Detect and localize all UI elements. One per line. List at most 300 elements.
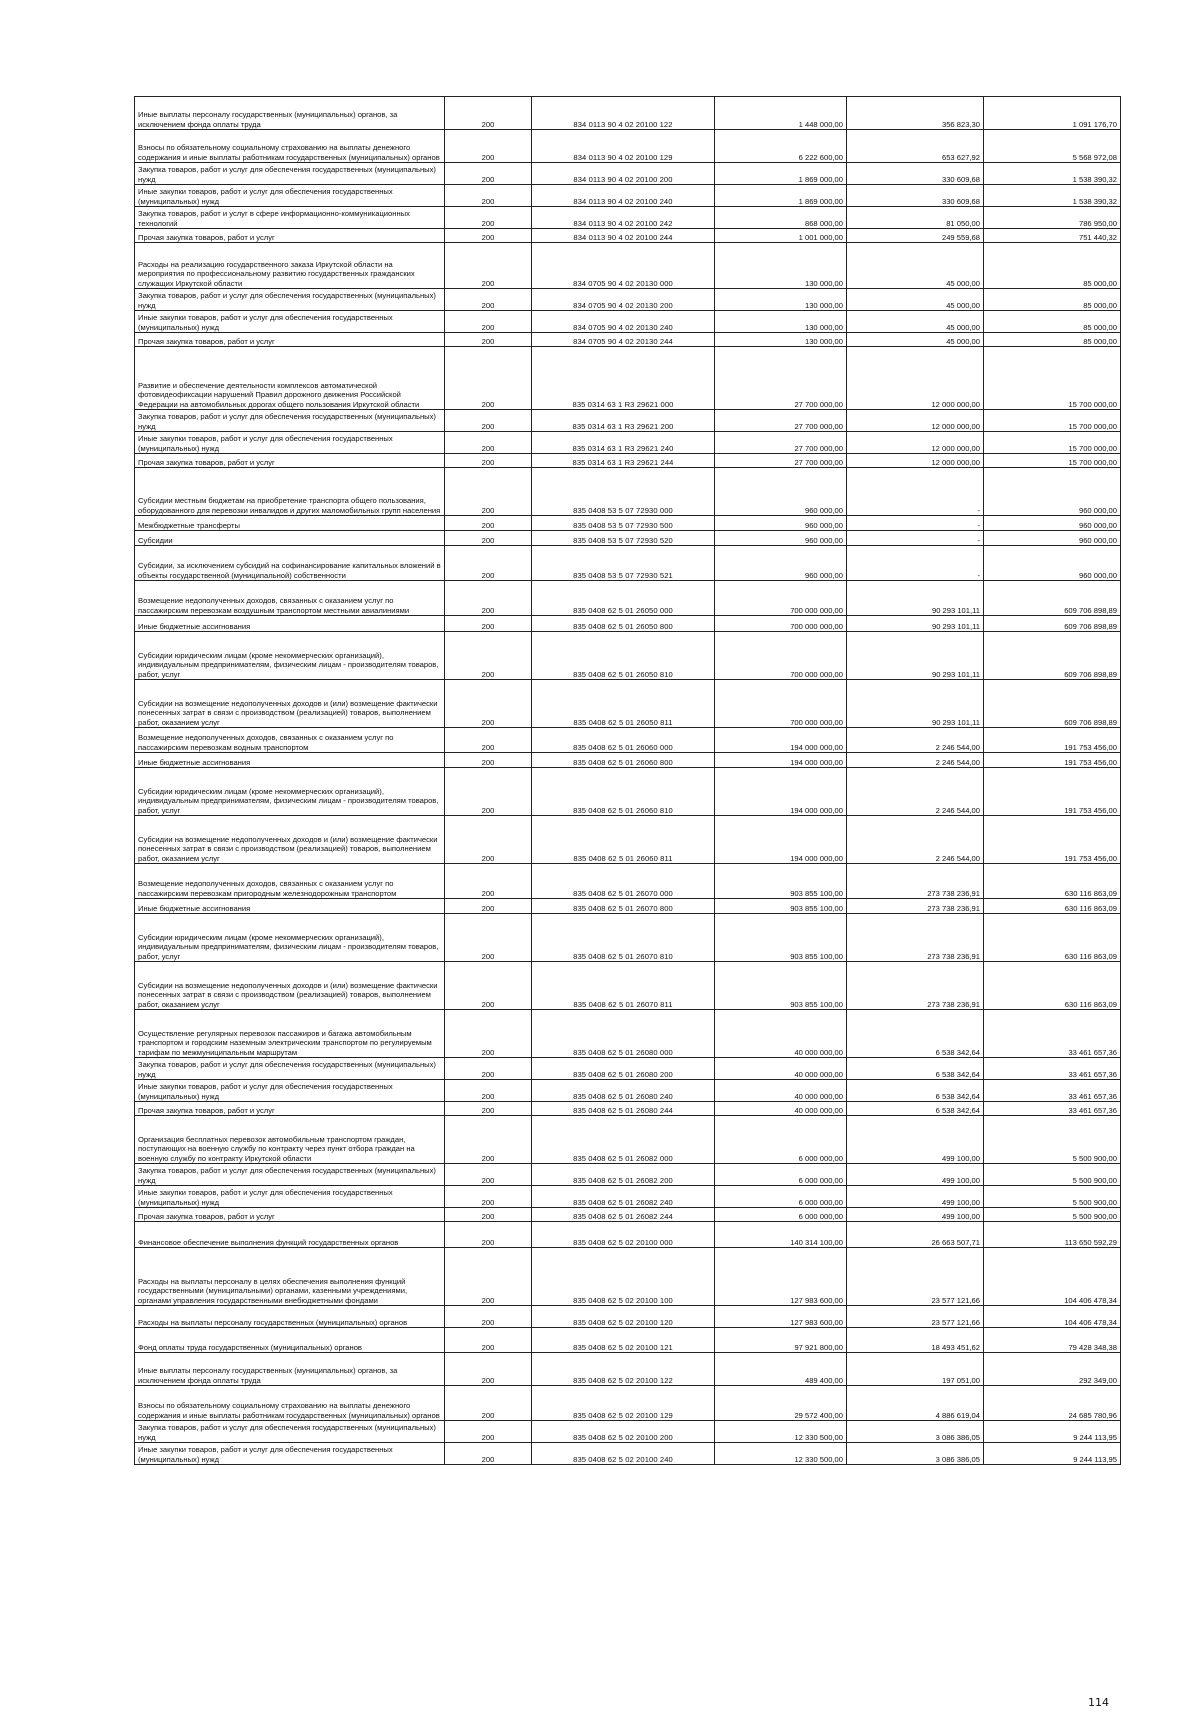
row-unexecuted: 5 500 900,00 (984, 1164, 1121, 1186)
row-line-code: 200 (445, 753, 532, 768)
row-unexecuted: 1 538 390,32 (984, 185, 1121, 207)
row-executed: 3 086 386,05 (847, 1421, 984, 1443)
row-unexecuted: 630 116 863,09 (984, 864, 1121, 899)
table-row (135, 1248, 1121, 1306)
row-executed: 197 051,00 (847, 1353, 984, 1386)
row-name: Финансовое обеспечение выполнения функций государственных органов (135, 1222, 445, 1248)
row-line-code: 200 (445, 185, 532, 207)
row-line-code: 200 (445, 962, 532, 1010)
row-unexecuted: 1 538 390,32 (984, 163, 1121, 185)
row-unexecuted: 15 700 000,00 (984, 347, 1121, 410)
row-budget-code: 835 0408 62 5 02 20100 240 (532, 1443, 715, 1465)
row-line-code: 200 (445, 207, 532, 229)
row-executed: 273 738 236,91 (847, 962, 984, 1010)
row-budget-code: 835 0408 62 5 01 26050 000 (532, 581, 715, 616)
row-name: Расходы на выплаты персоналу государственных (муниципальных) органов (135, 1306, 445, 1328)
row-approved: 40 000 000,00 (715, 1058, 847, 1080)
table-row (135, 1353, 1121, 1386)
budget-sheet (134, 96, 1121, 1465)
row-unexecuted: 85 000,00 (984, 333, 1121, 347)
table-row (135, 616, 1121, 632)
row-budget-code: 835 0408 62 5 01 26060 810 (532, 768, 715, 816)
row-line-code: 200 (445, 243, 532, 289)
row-name: Межбюджетные трансферты (135, 516, 445, 531)
row-unexecuted: 85 000,00 (984, 311, 1121, 333)
row-executed: 2 246 544,00 (847, 753, 984, 768)
row-approved: 1 448 000,00 (715, 97, 847, 130)
row-budget-code: 835 0408 62 5 01 26080 244 (532, 1102, 715, 1116)
table-row (135, 632, 1121, 680)
row-budget-code: 835 0408 62 5 01 26082 240 (532, 1186, 715, 1208)
row-line-code: 200 (445, 1421, 532, 1443)
table-row (135, 1164, 1121, 1186)
table-row (135, 1102, 1121, 1116)
row-unexecuted: 609 706 898,89 (984, 581, 1121, 616)
row-executed: 2 246 544,00 (847, 728, 984, 753)
row-budget-code: 835 0408 62 5 02 20100 120 (532, 1306, 715, 1328)
table-row (135, 1306, 1121, 1328)
row-executed: 90 293 101,11 (847, 581, 984, 616)
row-unexecuted: 191 753 456,00 (984, 768, 1121, 816)
row-executed: - (847, 531, 984, 546)
row-name: Расходы на реализацию государственного заказа Иркутской области на мероприятия по профессиональному развитию государственных гражданских служащих Иркутской области (135, 243, 445, 289)
row-executed: 23 577 121,66 (847, 1248, 984, 1306)
row-approved: 960 000,00 (715, 546, 847, 581)
row-unexecuted: 85 000,00 (984, 243, 1121, 289)
row-budget-code: 835 0408 62 5 01 26050 800 (532, 616, 715, 632)
row-approved: 700 000 000,00 (715, 581, 847, 616)
table-row (135, 97, 1121, 130)
row-approved: 1 001 000,00 (715, 229, 847, 243)
row-line-code: 200 (445, 1222, 532, 1248)
row-executed: 23 577 121,66 (847, 1306, 984, 1328)
row-name: Фонд оплаты труда государственных (муниципальных) органов (135, 1328, 445, 1353)
row-budget-code: 834 0113 90 4 02 20100 244 (532, 229, 715, 243)
row-approved: 194 000 000,00 (715, 728, 847, 753)
row-line-code: 200 (445, 454, 532, 468)
table-row (135, 289, 1121, 311)
row-executed: 45 000,00 (847, 289, 984, 311)
row-unexecuted: 5 568 972,08 (984, 130, 1121, 163)
table-row (135, 468, 1121, 516)
row-name: Прочая закупка товаров, работ и услуг (135, 1102, 445, 1116)
row-unexecuted: 609 706 898,89 (984, 632, 1121, 680)
table-row (135, 311, 1121, 333)
row-name: Субсидии на возмещение недополученных доходов и (или) возмещение фактически понесенных затрат в связи с производством (реализацией) товаров, выполнением работ, оказанием услуг (135, 962, 445, 1010)
row-unexecuted: 24 685 780,96 (984, 1386, 1121, 1421)
row-line-code: 200 (445, 410, 532, 432)
row-unexecuted: 960 000,00 (984, 546, 1121, 581)
row-name: Осуществление регулярных перевозок пассажиров и багажа автомобильным транспортом и городским наземным электрическим транспортом по регулируемым тарифам по межмуниципальным маршрутам (135, 1010, 445, 1058)
row-unexecuted: 33 461 657,36 (984, 1102, 1121, 1116)
row-line-code: 200 (445, 516, 532, 531)
row-executed: 12 000 000,00 (847, 432, 984, 454)
row-line-code: 200 (445, 1186, 532, 1208)
table-row (135, 1186, 1121, 1208)
row-budget-code: 835 0408 62 5 01 26070 800 (532, 899, 715, 914)
row-budget-code: 835 0408 62 5 01 26070 000 (532, 864, 715, 899)
row-line-code: 200 (445, 229, 532, 243)
row-budget-code: 835 0408 62 5 01 26082 000 (532, 1116, 715, 1164)
row-unexecuted: 85 000,00 (984, 289, 1121, 311)
row-line-code: 200 (445, 1248, 532, 1306)
row-budget-code: 835 0408 62 5 01 26070 811 (532, 962, 715, 1010)
row-approved: 127 983 600,00 (715, 1306, 847, 1328)
row-unexecuted: 33 461 657,36 (984, 1080, 1121, 1102)
row-line-code: 200 (445, 531, 532, 546)
row-line-code: 200 (445, 347, 532, 410)
table-row (135, 333, 1121, 347)
row-budget-code: 834 0705 90 4 02 20130 000 (532, 243, 715, 289)
row-approved: 194 000 000,00 (715, 768, 847, 816)
row-executed: 653 627,92 (847, 130, 984, 163)
row-executed: 45 000,00 (847, 311, 984, 333)
table-row (135, 243, 1121, 289)
row-name: Иные выплаты персоналу государственных (муниципальных) органов, за исключением фонда оплаты труда (135, 1353, 445, 1386)
row-executed: 12 000 000,00 (847, 347, 984, 410)
row-unexecuted: 630 116 863,09 (984, 962, 1121, 1010)
row-executed: 273 738 236,91 (847, 899, 984, 914)
row-approved: 40 000 000,00 (715, 1010, 847, 1058)
row-approved: 6 000 000,00 (715, 1186, 847, 1208)
row-budget-code: 835 0408 62 5 02 20100 100 (532, 1248, 715, 1306)
table-row (135, 454, 1121, 468)
row-budget-code: 835 0408 62 5 01 26070 810 (532, 914, 715, 962)
row-approved: 903 855 100,00 (715, 914, 847, 962)
row-unexecuted: 104 406 478,34 (984, 1248, 1121, 1306)
row-line-code: 200 (445, 1443, 532, 1465)
row-approved: 29 572 400,00 (715, 1386, 847, 1421)
row-executed: 249 559,68 (847, 229, 984, 243)
row-approved: 960 000,00 (715, 468, 847, 516)
row-budget-code: 835 0408 62 5 02 20100 000 (532, 1222, 715, 1248)
row-approved: 6 000 000,00 (715, 1116, 847, 1164)
row-name: Иные выплаты персоналу государственных (муниципальных) органов, за исключением фонда оплаты труда (135, 97, 445, 130)
row-line-code: 200 (445, 1208, 532, 1222)
row-name: Субсидии юридическим лицам (кроме некоммерческих организаций), индивидуальным предпринимателям, физическим лицам - производителям товаров, работ, услуг (135, 632, 445, 680)
table-row (135, 531, 1121, 546)
row-name: Закупка товаров, работ и услуг для обеспечения государственных (муниципальных) нужд (135, 289, 445, 311)
row-unexecuted: 9 244 113,95 (984, 1421, 1121, 1443)
row-line-code: 200 (445, 432, 532, 454)
table-row (135, 816, 1121, 864)
table-row (135, 728, 1121, 753)
row-line-code: 200 (445, 816, 532, 864)
row-executed: 499 100,00 (847, 1208, 984, 1222)
row-line-code: 200 (445, 864, 532, 899)
row-executed: 330 609,68 (847, 185, 984, 207)
row-budget-code: 834 0705 90 4 02 20130 240 (532, 311, 715, 333)
row-budget-code: 835 0314 63 1 R3 29621 240 (532, 432, 715, 454)
table-row (135, 914, 1121, 962)
row-line-code: 200 (445, 97, 532, 130)
row-unexecuted: 79 428 348,38 (984, 1328, 1121, 1353)
row-approved: 6 000 000,00 (715, 1164, 847, 1186)
row-executed: 81 050,00 (847, 207, 984, 229)
row-unexecuted: 786 950,00 (984, 207, 1121, 229)
table-row (135, 1208, 1121, 1222)
row-unexecuted: 5 500 900,00 (984, 1116, 1121, 1164)
row-executed: 45 000,00 (847, 243, 984, 289)
table-row (135, 864, 1121, 899)
row-name: Взносы по обязательному социальному страхованию на выплаты денежного содержания и иные выплаты работникам государственных (муниципальных) органов (135, 130, 445, 163)
row-executed: 18 493 451,62 (847, 1328, 984, 1353)
row-budget-code: 835 0408 62 5 01 26080 240 (532, 1080, 715, 1102)
row-budget-code: 835 0408 62 5 01 26060 000 (532, 728, 715, 753)
row-line-code: 200 (445, 581, 532, 616)
row-line-code: 200 (445, 768, 532, 816)
row-approved: 130 000,00 (715, 333, 847, 347)
row-executed: 4 886 619,04 (847, 1386, 984, 1421)
row-budget-code: 835 0408 62 5 01 26050 810 (532, 632, 715, 680)
row-name: Иные закупки товаров, работ и услуг для обеспечения государственных (муниципальных) нужд (135, 311, 445, 333)
row-executed: 6 538 342,64 (847, 1058, 984, 1080)
row-line-code: 200 (445, 1386, 532, 1421)
row-budget-code: 835 0314 63 1 R3 29621 244 (532, 454, 715, 468)
row-budget-code: 834 0113 90 4 02 20100 242 (532, 207, 715, 229)
table-row (135, 432, 1121, 454)
row-approved: 1 869 000,00 (715, 185, 847, 207)
table-row (135, 1058, 1121, 1080)
table-row (135, 546, 1121, 581)
table-row (135, 753, 1121, 768)
row-unexecuted: 5 500 900,00 (984, 1208, 1121, 1222)
row-executed: 2 246 544,00 (847, 768, 984, 816)
table-row (135, 516, 1121, 531)
row-approved: 27 700 000,00 (715, 410, 847, 432)
row-name: Субсидии (135, 531, 445, 546)
row-approved: 960 000,00 (715, 516, 847, 531)
row-approved: 40 000 000,00 (715, 1102, 847, 1116)
row-line-code: 200 (445, 1116, 532, 1164)
table-row (135, 581, 1121, 616)
row-budget-code: 834 0113 90 4 02 20100 129 (532, 130, 715, 163)
table-row (135, 410, 1121, 432)
row-name: Субсидии юридическим лицам (кроме некоммерческих организаций), индивидуальным предпринимателям, физическим лицам - производителям товаров, работ, услуг (135, 768, 445, 816)
row-line-code: 200 (445, 1102, 532, 1116)
row-executed: 26 663 507,71 (847, 1222, 984, 1248)
row-executed: 12 000 000,00 (847, 410, 984, 432)
row-executed: 499 100,00 (847, 1164, 984, 1186)
row-line-code: 200 (445, 546, 532, 581)
row-line-code: 200 (445, 1010, 532, 1058)
row-unexecuted: 104 406 478,34 (984, 1306, 1121, 1328)
row-unexecuted: 292 349,00 (984, 1353, 1121, 1386)
row-approved: 6 000 000,00 (715, 1208, 847, 1222)
row-approved: 12 330 500,00 (715, 1443, 847, 1465)
row-unexecuted: 5 500 900,00 (984, 1186, 1121, 1208)
row-executed: 273 738 236,91 (847, 864, 984, 899)
row-name: Иные закупки товаров, работ и услуг для обеспечения государственных (муниципальных) нужд (135, 432, 445, 454)
row-budget-code: 835 0314 63 1 R3 29621 000 (532, 347, 715, 410)
row-unexecuted: 9 244 113,95 (984, 1443, 1121, 1465)
row-name: Возмещение недополученных доходов, связанных с оказанием услуг по пассажирским перевозкам воздушным транспортом местными авиалиниями (135, 581, 445, 616)
row-line-code: 200 (445, 1080, 532, 1102)
table-row (135, 207, 1121, 229)
row-unexecuted: 15 700 000,00 (984, 432, 1121, 454)
row-executed: 499 100,00 (847, 1186, 984, 1208)
row-budget-code: 835 0408 62 5 02 20100 121 (532, 1328, 715, 1353)
table-row (135, 163, 1121, 185)
row-name: Прочая закупка товаров, работ и услуг (135, 333, 445, 347)
row-approved: 27 700 000,00 (715, 347, 847, 410)
row-name: Закупка товаров, работ и услуг для обеспечения государственных (муниципальных) нужд (135, 1164, 445, 1186)
row-line-code: 200 (445, 1353, 532, 1386)
row-name: Закупка товаров, работ и услуг в сфере информационно-коммуникационных технологий (135, 207, 445, 229)
table-row (135, 962, 1121, 1010)
row-approved: 960 000,00 (715, 531, 847, 546)
row-approved: 27 700 000,00 (715, 432, 847, 454)
row-line-code: 200 (445, 163, 532, 185)
row-executed: 45 000,00 (847, 333, 984, 347)
row-budget-code: 834 0705 90 4 02 20130 244 (532, 333, 715, 347)
row-approved: 97 921 800,00 (715, 1328, 847, 1353)
row-line-code: 200 (445, 333, 532, 347)
row-budget-code: 834 0113 90 4 02 20100 122 (532, 97, 715, 130)
budget-table (134, 96, 1121, 1465)
row-unexecuted: 33 461 657,36 (984, 1058, 1121, 1080)
row-approved: 903 855 100,00 (715, 864, 847, 899)
row-approved: 194 000 000,00 (715, 753, 847, 768)
row-approved: 868 000,00 (715, 207, 847, 229)
row-approved: 130 000,00 (715, 243, 847, 289)
row-line-code: 200 (445, 1164, 532, 1186)
row-unexecuted: 1 091 176,70 (984, 97, 1121, 130)
row-budget-code: 835 0408 53 5 07 72930 521 (532, 546, 715, 581)
row-budget-code: 834 0113 90 4 02 20100 240 (532, 185, 715, 207)
row-unexecuted: 630 116 863,09 (984, 899, 1121, 914)
row-unexecuted: 15 700 000,00 (984, 410, 1121, 432)
row-unexecuted: 33 461 657,36 (984, 1010, 1121, 1058)
row-executed: 330 609,68 (847, 163, 984, 185)
row-approved: 40 000 000,00 (715, 1080, 847, 1102)
row-executed: 3 086 386,05 (847, 1443, 984, 1465)
row-approved: 130 000,00 (715, 311, 847, 333)
row-name: Организация бесплатных перевозок автомобильным транспортом граждан, поступающих на военную службу по контракту через пункт отбора граждан на военную службу по контракту Иркутской области (135, 1116, 445, 1164)
row-unexecuted: 113 650 592,29 (984, 1222, 1121, 1248)
row-unexecuted: 609 706 898,89 (984, 616, 1121, 632)
row-unexecuted: 960 000,00 (984, 516, 1121, 531)
row-line-code: 200 (445, 899, 532, 914)
page-number: 114 (1088, 1696, 1109, 1709)
row-unexecuted: 191 753 456,00 (984, 816, 1121, 864)
row-line-code: 200 (445, 632, 532, 680)
row-name: Иные закупки товаров, работ и услуг для обеспечения государственных (муниципальных) нужд (135, 1443, 445, 1465)
row-name: Субсидии на возмещение недополученных доходов и (или) возмещение фактически понесенных затрат в связи с производством (реализацией) товаров, выполнением работ, оказанием услуг (135, 680, 445, 728)
row-name: Иные бюджетные ассигнования (135, 616, 445, 632)
row-name: Взносы по обязательному социальному страхованию на выплаты денежного содержания и иные выплаты работникам государственных (муниципальных) органов (135, 1386, 445, 1421)
row-line-code: 200 (445, 468, 532, 516)
row-approved: 194 000 000,00 (715, 816, 847, 864)
row-executed: 356 823,30 (847, 97, 984, 130)
row-budget-code: 834 0113 90 4 02 20100 200 (532, 163, 715, 185)
row-executed: 2 246 544,00 (847, 816, 984, 864)
row-budget-code: 835 0408 62 5 01 26060 811 (532, 816, 715, 864)
row-executed: - (847, 546, 984, 581)
row-line-code: 200 (445, 1306, 532, 1328)
table-row (135, 1116, 1121, 1164)
row-executed: 6 538 342,64 (847, 1102, 984, 1116)
row-executed: 90 293 101,11 (847, 632, 984, 680)
row-approved: 700 000 000,00 (715, 616, 847, 632)
row-name: Иные бюджетные ассигнования (135, 753, 445, 768)
row-name: Прочая закупка товаров, работ и услуг (135, 1208, 445, 1222)
row-executed: 90 293 101,11 (847, 616, 984, 632)
row-approved: 127 983 600,00 (715, 1248, 847, 1306)
row-unexecuted: 191 753 456,00 (984, 753, 1121, 768)
row-name: Иные бюджетные ассигнования (135, 899, 445, 914)
row-name: Субсидии юридическим лицам (кроме некоммерческих организаций), индивидуальным предпринимателям, физическим лицам - производителям товаров, работ, услуг (135, 914, 445, 962)
row-executed: 6 538 342,64 (847, 1010, 984, 1058)
table-row (135, 1080, 1121, 1102)
row-name: Возмещение недополученных доходов, связанных с оказанием услуг по пассажирским перевозкам пригородным железнодорожным транспортом (135, 864, 445, 899)
row-approved: 700 000 000,00 (715, 680, 847, 728)
row-name: Закупка товаров, работ и услуг для обеспечения государственных (муниципальных) нужд (135, 1058, 445, 1080)
row-name: Закупка товаров, работ и услуг для обеспечения государственных (муниципальных) нужд (135, 410, 445, 432)
row-budget-code: 835 0408 62 5 01 26050 811 (532, 680, 715, 728)
table-row (135, 1328, 1121, 1353)
row-line-code: 200 (445, 1058, 532, 1080)
row-line-code: 200 (445, 1328, 532, 1353)
row-executed: 90 293 101,11 (847, 680, 984, 728)
row-line-code: 200 (445, 914, 532, 962)
row-unexecuted: 960 000,00 (984, 531, 1121, 546)
row-approved: 700 000 000,00 (715, 632, 847, 680)
row-line-code: 200 (445, 289, 532, 311)
row-budget-code: 835 0408 62 5 01 26082 244 (532, 1208, 715, 1222)
row-name: Возмещение недополученных доходов, связанных с оказанием услуг по пассажирским перевозкам водным транспортом (135, 728, 445, 753)
row-approved: 903 855 100,00 (715, 899, 847, 914)
row-name: Прочая закупка товаров, работ и услуг (135, 229, 445, 243)
table-row (135, 1421, 1121, 1443)
row-budget-code: 835 0408 62 5 01 26060 800 (532, 753, 715, 768)
table-row (135, 899, 1121, 914)
row-name: Субсидии на возмещение недополученных доходов и (или) возмещение фактически понесенных затрат в связи с производством (реализацией) товаров, выполнением работ, оказанием услуг (135, 816, 445, 864)
row-approved: 12 330 500,00 (715, 1421, 847, 1443)
row-budget-code: 835 0314 63 1 R3 29621 200 (532, 410, 715, 432)
row-budget-code: 834 0705 90 4 02 20130 200 (532, 289, 715, 311)
row-budget-code: 835 0408 62 5 02 20100 200 (532, 1421, 715, 1443)
row-line-code: 200 (445, 680, 532, 728)
row-approved: 130 000,00 (715, 289, 847, 311)
row-executed: 273 738 236,91 (847, 914, 984, 962)
row-name: Иные закупки товаров, работ и услуг для обеспечения государственных (муниципальных) нужд (135, 1080, 445, 1102)
row-unexecuted: 751 440,32 (984, 229, 1121, 243)
row-approved: 140 314 100,00 (715, 1222, 847, 1248)
row-approved: 6 222 600,00 (715, 130, 847, 163)
table-row (135, 1222, 1121, 1248)
row-unexecuted: 609 706 898,89 (984, 680, 1121, 728)
row-unexecuted: 191 753 456,00 (984, 728, 1121, 753)
row-name: Развитие и обеспечение деятельности комплексов автоматической фотовидеофиксации нарушений Правил дорожного движения Российской Федерации на автомобильных дорогах общего пользования Иркутской области (135, 347, 445, 410)
row-executed: 12 000 000,00 (847, 454, 984, 468)
row-budget-code: 835 0408 62 5 02 20100 129 (532, 1386, 715, 1421)
table-row (135, 1386, 1121, 1421)
row-approved: 903 855 100,00 (715, 962, 847, 1010)
row-approved: 27 700 000,00 (715, 454, 847, 468)
row-name: Расходы на выплаты персоналу в целях обеспечения выполнения функций государственными (муниципальными) органами, казенными учреждениями, органами управления государственными внебюджетными фондами (135, 1248, 445, 1306)
table-row (135, 1010, 1121, 1058)
row-executed: - (847, 468, 984, 516)
row-executed: 6 538 342,64 (847, 1080, 984, 1102)
row-approved: 489 400,00 (715, 1353, 847, 1386)
row-name: Иные закупки товаров, работ и услуг для обеспечения государственных (муниципальных) нужд (135, 185, 445, 207)
row-budget-code: 835 0408 62 5 01 26080 200 (532, 1058, 715, 1080)
row-budget-code: 835 0408 62 5 02 20100 122 (532, 1353, 715, 1386)
row-unexecuted: 15 700 000,00 (984, 454, 1121, 468)
table-row (135, 680, 1121, 728)
table-row (135, 185, 1121, 207)
